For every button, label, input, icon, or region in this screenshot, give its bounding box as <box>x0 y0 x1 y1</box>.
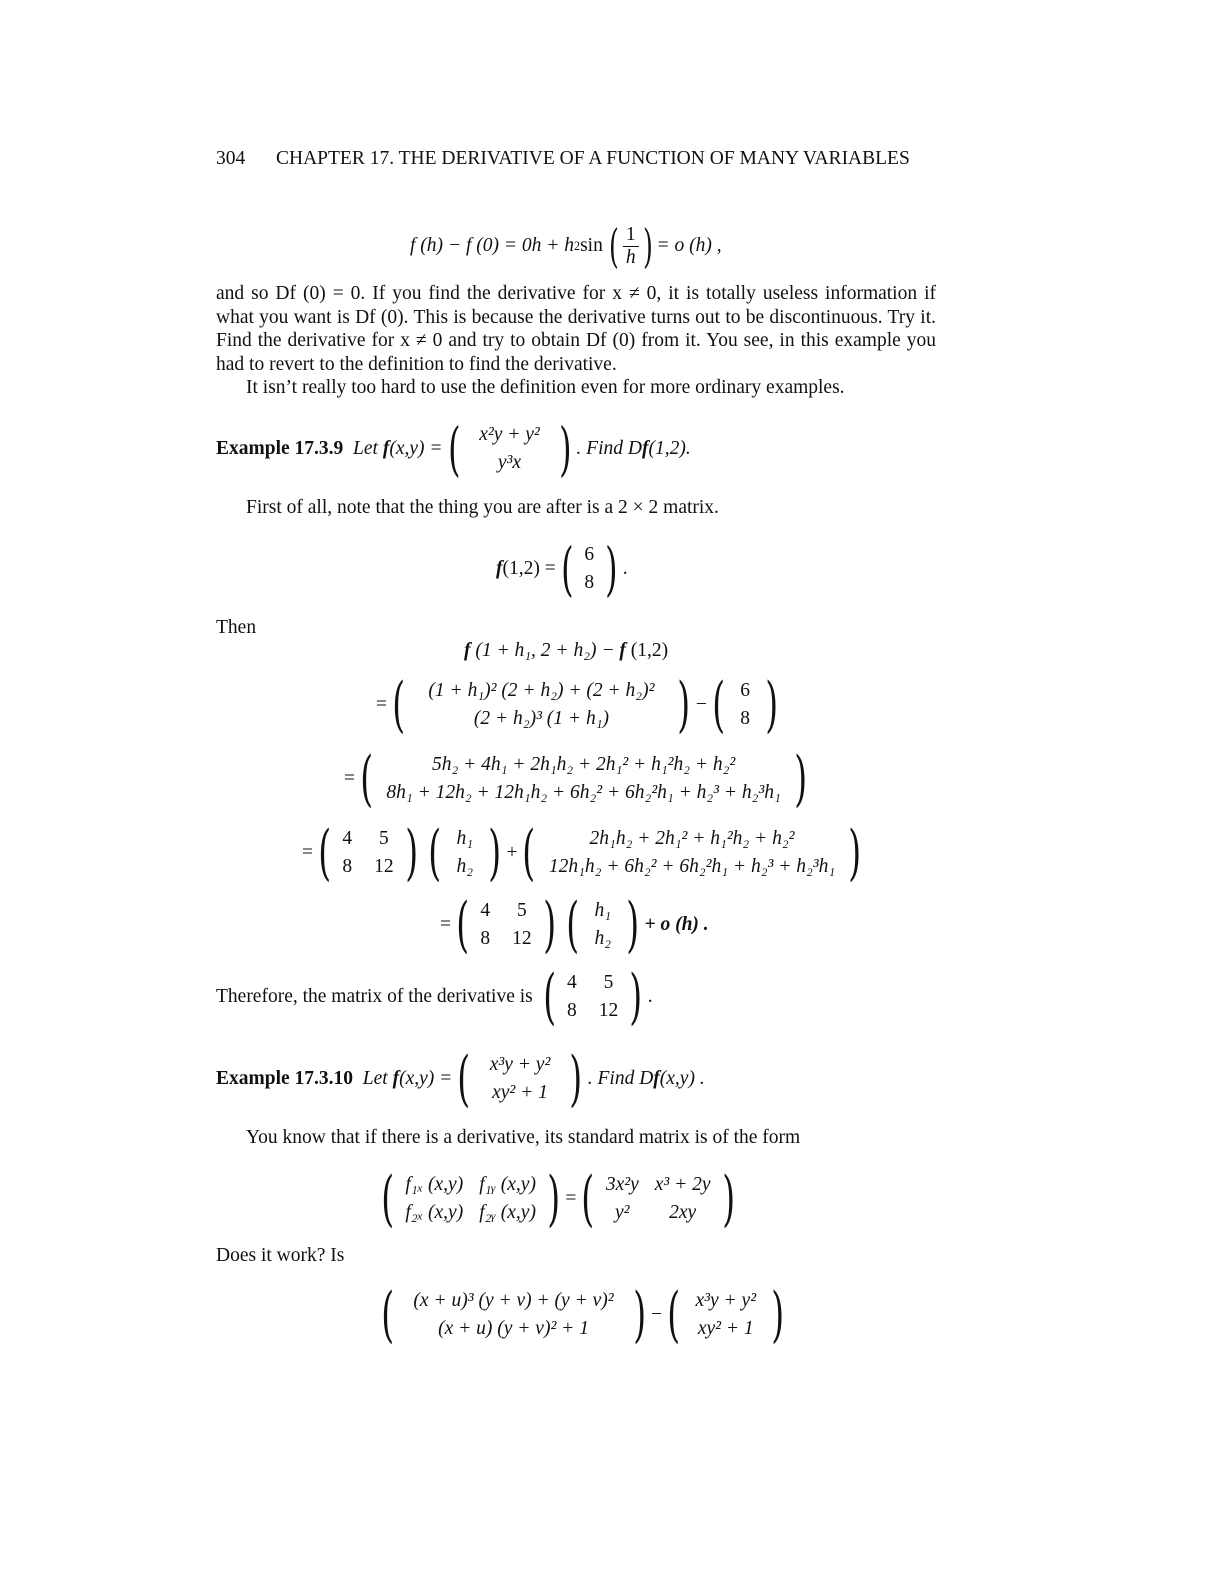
chapter-title: CHAPTER 17. THE DERIVATIVE OF A FUNCTION OF MANY VARIABLES <box>276 148 910 169</box>
example-find: . Find D <box>587 1068 654 1089</box>
matrix-cell: 2xy <box>669 1202 697 1223</box>
vec-row-2: 8 <box>740 708 751 729</box>
minus-sign: − <box>695 694 707 715</box>
deriv-line1-end: (1,2) <box>625 640 669 661</box>
matrix-cell: x³ + 2y <box>654 1174 711 1195</box>
matrix-cell: 5 <box>603 972 614 993</box>
matrix-row-1: x²y + y² <box>479 424 540 445</box>
matrix-row-1: x³y + y² <box>489 1054 551 1075</box>
deriv-line-1 <box>464 640 668 662</box>
jacobian-equation: ( f₁ₓ (x,y) f₁ᵧ (x,y) f₂ₓ (x,y) f₂ᵧ (x,y) ) = ( 3x²y x³ + 2y y² 2xy ) <box>381 1164 735 1234</box>
equation-top: f (h) − f (0) = 0h + h 2 sin ( $\frac{1}{h}$ ) = o (h) , <box>410 219 722 273</box>
deriv-line-2: = ( (1 + h₁)² (2 + h₂) + (2 + h₂)² (2 + h₂)³ (1 + h₁) ) − ( 6 8 ) <box>376 670 779 740</box>
f-bold: f <box>496 558 503 579</box>
vec-row-2: h₂ <box>456 856 474 877</box>
matrix-cell: 4 <box>480 900 491 921</box>
example-let: Let <box>362 1068 388 1089</box>
vec-row-1: 6 <box>740 680 751 701</box>
vec-row-1: h₁ <box>456 828 474 849</box>
matrix-cell: f₂ₓ (x,y) <box>405 1202 464 1223</box>
last-equation: ( (x + u)³ (y + v) + (y + v)² (x + u) (y + v)² + 1 ) − ( x³y + y² xy² + 1 ) <box>381 1280 785 1350</box>
f12-lhs: (1,2) = <box>502 558 556 579</box>
equals-sign: = <box>565 1188 577 1209</box>
matrix-cell: 4 <box>342 828 353 849</box>
frac-num: 1 <box>623 224 639 247</box>
deriv-line-5: = ( 4 5 8 12 ) ( h₁ h₂ ) + o (h) . <box>440 890 709 960</box>
little-o-term: + o (h) . <box>644 914 709 935</box>
vec-row-1: 6 <box>584 544 595 565</box>
matrix-cell: 12 <box>374 856 394 877</box>
matrix-cell: 5 <box>379 828 389 849</box>
frac-den: h <box>625 246 636 268</box>
therefore-line: Therefore, the matrix of the derivative is ( 4 5 8 12 ) . <box>216 962 653 1032</box>
equals-sign: = <box>344 768 355 789</box>
minus-sign: − <box>651 1304 663 1325</box>
example-find-args: (x,y) . <box>659 1068 705 1089</box>
equals-sign: = <box>302 842 313 863</box>
matrix-row-1: (1 + h₁)² (2 + h₂) + (2 + h₂)² <box>428 680 655 701</box>
matrix-cell: 3x²y <box>605 1174 639 1195</box>
matrix-cell: 8 <box>480 928 491 949</box>
example-17-3-10: Example 17.3.10 Let f (x,y) = ( x³y + y² xy² + 1 ) . Find D f (x,y) . <box>216 1044 705 1114</box>
equals-sign: = <box>440 914 451 935</box>
matrix-row-1: 2h₁h₂ + 2h₁² + h₁²h₂ + h₂² <box>589 828 795 849</box>
matrix-cell: y² <box>615 1202 630 1223</box>
matrix-row-2: xy² + 1 <box>697 1318 754 1339</box>
f-bold: f <box>464 640 471 661</box>
deriv-line-4: = ( 4 5 8 12 ) ( h₁ h₂ ) + ( 2h₁h₂ + 2h₁² + h₁²h₂ + h₂² 12h₁h₂ + 6h₂² + 6h₂²h₁ + h₂³ + h₂³h₁ ) <box>302 818 862 888</box>
f-bold: f <box>641 438 649 459</box>
matrix-cell: f₁ᵧ (x,y) <box>479 1174 536 1195</box>
vec-row-2: 8 <box>584 572 595 593</box>
page-number: 304 <box>216 148 246 169</box>
therefore-dot: . <box>647 986 653 1007</box>
paragraph-1: and so Df (0) = 0. If you find the derivative for x ≠ 0, it is totally useless information if what you want is Df (0). This is because the derivative turns out to be discontinuous. Try it. Find the derivative for x ≠ 0 and try to obtain Df (0) from it. You see, in this example you had to revert to the definition to find the derivative. <box>216 283 936 375</box>
paragraph-2: It isn’t really too hard to use the definition even for more ordinary examples. <box>246 377 845 398</box>
matrix-row-2: 12h₁h₂ + 6h₂² + 6h₂²h₁ + h₂³ + h₂³h₁ <box>548 856 836 877</box>
eq-lhs: f (h) − f (0) = 0h + h <box>410 235 575 256</box>
f-bold: f <box>382 438 390 459</box>
matrix-cell: 12 <box>512 928 532 949</box>
matrix-cell: 5 <box>517 900 527 921</box>
example-label: Example 17.3.9 <box>216 438 344 459</box>
matrix-cell: 4 <box>567 972 577 993</box>
deriv-line-3: = ( 5h₂ + 4h₁ + 2h₁h₂ + 2h₁² + h₁²h₂ + h₂² 8h₁ + 12h₂ + 12h₁h₂ + 6h₂² + 6h₂²h₁ + h₂³ + h₂³h₁ ) <box>344 744 807 814</box>
matrix-cell: f₂ᵧ (x,y) <box>479 1202 536 1223</box>
eq-sin: sin <box>580 235 603 256</box>
f-bold: f <box>653 1068 660 1089</box>
matrix-row-2: (2 + h₂)³ (1 + h₁) <box>473 708 609 729</box>
example-let: Let <box>353 438 378 459</box>
f-bold: f <box>392 1068 400 1089</box>
matrix-row-1: 5h₂ + 4h₁ + 2h₁h₂ + 2h₁² + h₁²h₂ + h₂² <box>431 754 736 775</box>
matrix-row-2: y³x <box>497 452 522 473</box>
matrix-row-1: (x + u)³ (y + v) + (y + v)² <box>413 1290 614 1311</box>
matrix-row-2: 8h₁ + 12h₂ + 12h₁h₂ + 6h₂² + 6h₂²h₁ + h₂³ + h₂³h₁ <box>386 782 781 803</box>
deriv-line1-text: (1 + h₁, 2 + h₂) − <box>470 640 620 661</box>
f-bold: f <box>619 640 626 661</box>
equals-sign: = <box>376 694 387 715</box>
vec-row-2: h₂ <box>594 928 612 949</box>
matrix-row-2: xy² + 1 <box>492 1082 548 1103</box>
example-label: Example 17.3.10 <box>216 1068 354 1089</box>
eq-rhs: = o (h) , <box>656 235 722 256</box>
therefore-text: Therefore, the matrix of the derivative is <box>216 986 533 1007</box>
then-label: Then <box>216 617 257 638</box>
example-find-args: (1,2). <box>648 438 691 459</box>
matrix-cell: 8 <box>567 1000 577 1021</box>
does-it-work: Does it work? Is <box>216 1245 345 1266</box>
you-know-text: You know that if there is a derivative, its standard matrix is of the form <box>246 1127 801 1148</box>
f12-dot: . <box>622 558 628 579</box>
first-of-all: First of all, note that the thing you are after is a 2 × 2 matrix. <box>246 497 719 518</box>
matrix-cell: 12 <box>598 1000 619 1021</box>
f12-equation: f (1,2) = ( 6 8 ) . <box>496 535 628 603</box>
example-args: (x,y) = <box>399 1068 453 1089</box>
matrix-cell: f₁ₓ (x,y) <box>405 1174 464 1195</box>
plus-sign: + <box>506 842 518 863</box>
matrix-row-1: x³y + y² <box>695 1290 757 1311</box>
matrix-row-2: (x + u) (y + v)² + 1 <box>438 1318 589 1339</box>
example-args: (x,y) = <box>389 438 443 459</box>
matrix-cell: 8 <box>342 856 353 877</box>
example-17-3-9: Example 17.3.9 Let f (x,y) = ( x²y + y² y³x ) . Find D f (1,2). <box>216 415 691 483</box>
vec-row-1: h₁ <box>594 900 612 921</box>
example-find: . Find D <box>576 438 642 459</box>
